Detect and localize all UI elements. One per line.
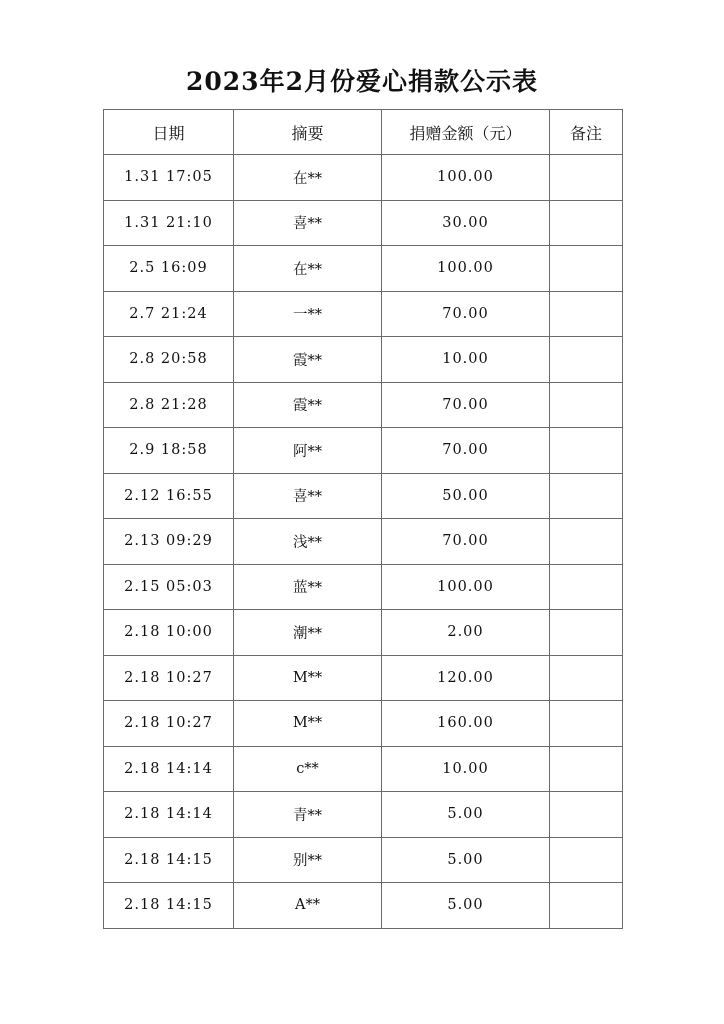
note-cell [550, 746, 623, 792]
date-cell: 2.15 05:03 [104, 564, 234, 610]
amount-cell: 30.00 [382, 200, 550, 246]
amount-cell: 70.00 [382, 382, 550, 428]
header-summary: 摘要 [234, 110, 382, 155]
date-cell: 2.18 14:15 [104, 837, 234, 883]
amount-cell: 100.00 [382, 155, 550, 201]
amount-cell: 120.00 [382, 655, 550, 701]
table-row [104, 883, 623, 929]
amount-cell: 100.00 [382, 246, 550, 292]
summary-cell: 别** [234, 837, 382, 883]
table-header [104, 110, 623, 155]
note-cell [550, 155, 623, 201]
note-cell [550, 655, 623, 701]
date-cell: 2.18 10:00 [104, 610, 234, 656]
date-cell: 2.18 10:27 [104, 701, 234, 747]
table-row [104, 746, 623, 792]
table-row [104, 837, 623, 883]
table-row [104, 655, 623, 701]
table-row [104, 701, 623, 747]
note-cell [550, 883, 623, 929]
amount-cell: 5.00 [382, 883, 550, 929]
table-row [104, 473, 623, 519]
date-cell: 1.31 21:10 [104, 200, 234, 246]
note-cell [550, 792, 623, 838]
header-amount: 捐赠金额（元） [382, 110, 550, 155]
date-cell: 2.8 20:58 [104, 337, 234, 383]
date-cell: 2.18 14:14 [104, 746, 234, 792]
table-row [104, 792, 623, 838]
table-row [104, 337, 623, 383]
summary-cell: c** [234, 746, 382, 792]
amount-cell: 5.00 [382, 837, 550, 883]
table-row [104, 610, 623, 656]
amount-cell: 2.00 [382, 610, 550, 656]
amount-cell: 50.00 [382, 473, 550, 519]
summary-cell: 潮** [234, 610, 382, 656]
summary-cell: 霞** [234, 382, 382, 428]
amount-cell: 70.00 [382, 291, 550, 337]
table-body [104, 155, 623, 929]
donation-table [103, 109, 623, 929]
note-cell [550, 200, 623, 246]
summary-cell: 浅** [234, 519, 382, 565]
date-cell: 2.13 09:29 [104, 519, 234, 565]
amount-cell: 10.00 [382, 337, 550, 383]
date-cell: 2.18 14:14 [104, 792, 234, 838]
note-cell [550, 291, 623, 337]
summary-cell: A** [234, 883, 382, 929]
summary-cell: 喜** [234, 200, 382, 246]
note-cell [550, 337, 623, 383]
summary-cell: M** [234, 701, 382, 747]
table-row [104, 428, 623, 474]
summary-cell: 一** [234, 291, 382, 337]
date-cell: 2.9 18:58 [104, 428, 234, 474]
note-cell [550, 701, 623, 747]
date-cell: 2.7 21:24 [104, 291, 234, 337]
date-cell: 2.18 10:27 [104, 655, 234, 701]
note-cell [550, 246, 623, 292]
summary-cell: M** [234, 655, 382, 701]
header-date: 日期 [104, 110, 234, 155]
amount-cell: 10.00 [382, 746, 550, 792]
date-cell: 1.31 17:05 [104, 155, 234, 201]
table-row [104, 382, 623, 428]
table-row [104, 291, 623, 337]
amount-cell: 5.00 [382, 792, 550, 838]
table-row [104, 246, 623, 292]
note-cell [550, 837, 623, 883]
note-cell [550, 610, 623, 656]
note-cell [550, 564, 623, 610]
header-row [104, 110, 623, 155]
note-cell [550, 473, 623, 519]
table-row [104, 155, 623, 201]
page-title: 2023年2月份爱心捐款公示表 [186, 67, 538, 96]
amount-cell: 160.00 [382, 701, 550, 747]
summary-cell: 在** [234, 155, 382, 201]
note-cell [550, 428, 623, 474]
table-row [104, 519, 623, 565]
date-cell: 2.12 16:55 [104, 473, 234, 519]
amount-cell: 100.00 [382, 564, 550, 610]
date-cell: 2.5 16:09 [104, 246, 234, 292]
summary-cell: 在** [234, 246, 382, 292]
table-row [104, 200, 623, 246]
summary-cell: 霞** [234, 337, 382, 383]
date-cell: 2.8 21:28 [104, 382, 234, 428]
summary-cell: 喜** [234, 473, 382, 519]
summary-cell: 蓝** [234, 564, 382, 610]
note-cell [550, 382, 623, 428]
header-note: 备注 [550, 110, 623, 155]
summary-cell: 青** [234, 792, 382, 838]
note-cell [550, 519, 623, 565]
amount-cell: 70.00 [382, 519, 550, 565]
summary-cell: 阿** [234, 428, 382, 474]
table-row [104, 564, 623, 610]
amount-cell: 70.00 [382, 428, 550, 474]
date-cell: 2.18 14:15 [104, 883, 234, 929]
